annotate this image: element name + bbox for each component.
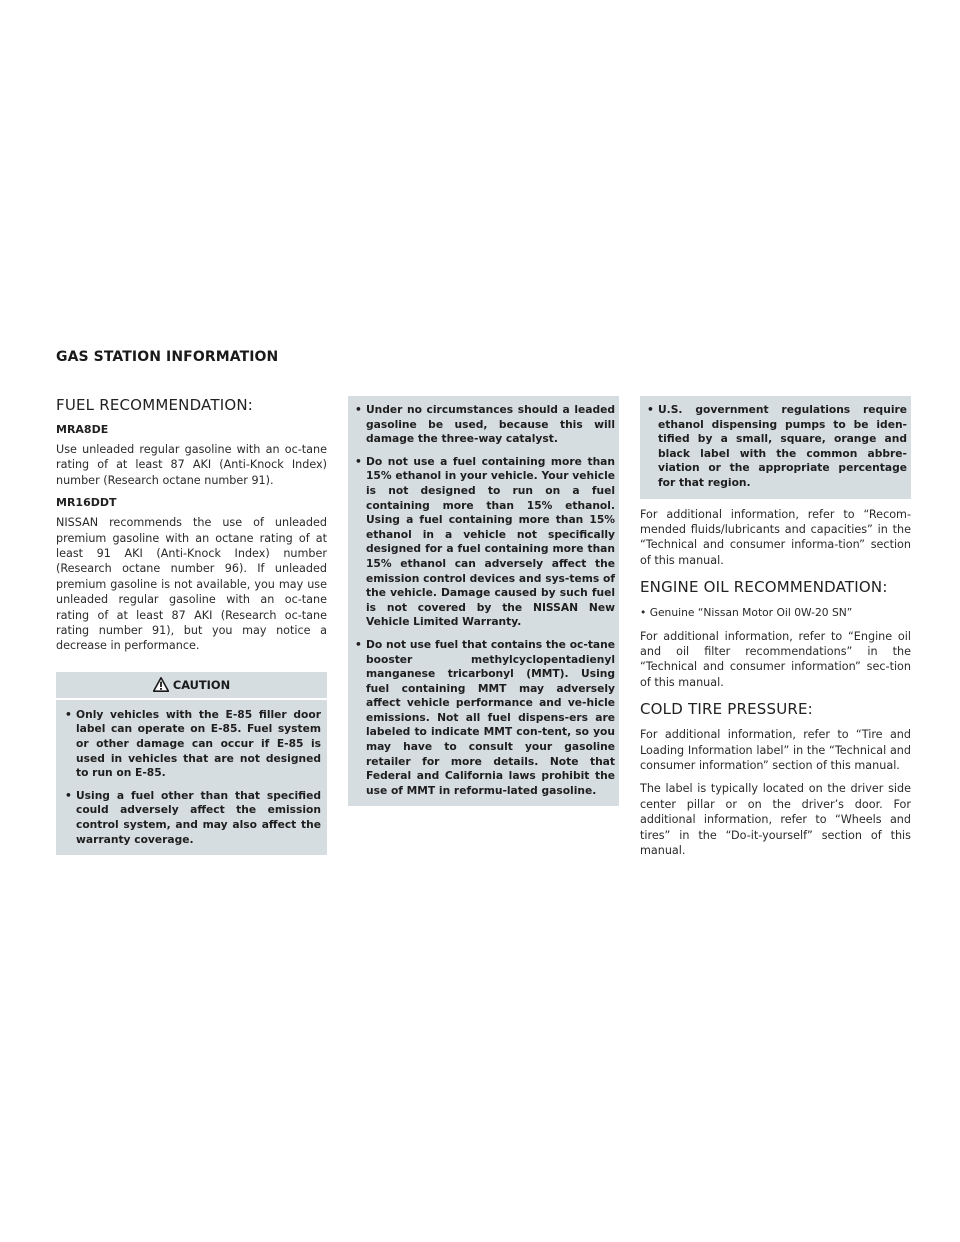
mr16ddt-label: MR16DDT (56, 496, 117, 510)
page-title: GAS STATION INFORMATION (56, 349, 279, 365)
column-2 (348, 396, 619, 806)
column-3 (640, 396, 911, 866)
mr16ddt-text: NISSAN recommends the use of unleaded premium gasoline with an octane rating of at least 91 AKI (Anti-Knock Index) number (Research octane number 96). If unleaded premium gasoline is not available, you may use unleaded regular gasoline with an oc-tane rating of at least 87 AKI (Research oc-tane rating number 91), but you may notice a decrease in performance. (56, 516, 327, 653)
engine-oil-text: For additional information, refer to “Engine oil and oil filter recommendations” in the “Technical and consumer information” sec-tion of this manual. (640, 629, 911, 689)
caution-item: • Using a fuel other than that specified could adversely affect the emission control system, and may also affect the warranty coverage. (62, 789, 321, 847)
caution-box (56, 672, 327, 855)
cold-tire-pressure-heading: COLD TIRE PRESSURE: (640, 700, 813, 719)
caution-continued-box (348, 396, 619, 806)
caution-list (62, 708, 321, 847)
caution-item: • Do not use fuel that contains the oc-tane booster methylcyclopentadienyl manganese tricarbonyl (MMT). Using fuel containing MMT may adversely affect vehicle performance and ve-hicle emissions. Not all fuel dispens-ers are labeled to indicate MMT con-tent, so you may have to consult your gasoline retailer for more details. Note that Federal and California laws prohibit the use of MMT in reformu-lated gasoline. (352, 638, 615, 799)
column-1 (56, 396, 327, 855)
fuel-more-info-text: For additional information, refer to “Recom-mended fluids/lubricants and capacities” in the “Technical and consumer informa-tion” section of this manual. (640, 507, 911, 567)
caution-continued-list (352, 403, 615, 798)
tire-text-1: For additional information, refer to “Tire and Loading Information label” in the “Technical and consumer information” section of this manual. (640, 728, 911, 773)
engine-oil-heading: ENGINE OIL RECOMMENDATION: (640, 578, 888, 597)
caution-title: CAUTION (172, 677, 231, 692)
caution-item: • Only vehicles with the E-85 filler door label can operate on E-85. Fuel system or other damage can occur if E-85 is used in vehicles that are not designed to run on E-85. (62, 708, 321, 781)
fuel-recommendation-heading: FUEL RECOMMENDATION: (56, 396, 254, 414)
tire-text-2: The label is typically located on the driver side center pillar or on the driver’s door. For additional information, refer to “Wheels and tires” in the “Do-it-yourself” section of this manual. (640, 782, 911, 858)
caution-continued-list-2 (644, 403, 907, 491)
caution-continued-box-2 (640, 396, 911, 499)
mra8de-text: Use unleaded regular gasoline with an oc-tane rating of at least 87 AKI (Anti-Knock Index) number (Research octane number 91). (56, 443, 327, 487)
warning-triangle-icon (153, 677, 169, 692)
caution-item: • U.S. government regulations require ethanol dispensing pumps to be iden-tified by a small, square, orange and black label with the common abbre-viation or the appropriate percentage for that region. (644, 403, 907, 491)
mra8de-label: MRA8DE (56, 423, 109, 436)
caution-item: • Do not use a fuel containing more than 15% ethanol in your vehicle. Your vehicle is not designed to run on a fuel containing more than 15% ethanol. Using a fuel containing more than 15% ethanol in a vehicle not specifically designed for a fuel containing more than 15% ethanol can adversely affect the emission control devices and sys-tems of the vehicle. Damage caused by such fuel is not covered by the NISSAN New Vehicle Limited Warranty. (352, 455, 615, 630)
caution-item: • Under no circumstances should a leaded gasoline be used, because this will damage the three-way catalyst. (352, 403, 615, 447)
caution-header (56, 672, 327, 700)
engine-oil-bullet: • Genuine “Nissan Motor Oil 0W-20 SN” (640, 606, 853, 620)
